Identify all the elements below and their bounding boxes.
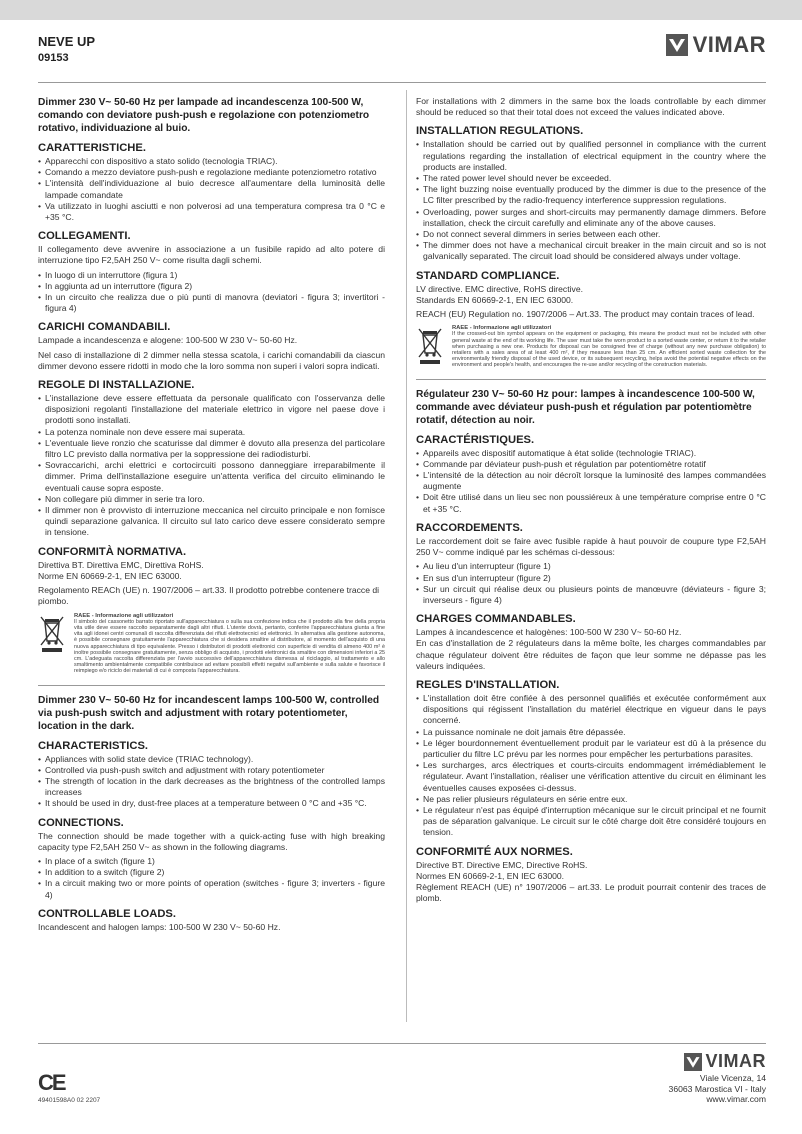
en-raee-content xyxy=(452,325,766,368)
list-item: • Le léger bourdonnement éventuellement produit par le variateur est dû à la présence du particulier du filtre LC prévu par les normes pour empêcher les perturbations parasites. xyxy=(416,738,766,760)
en-raee-text: If the crossed-out bin symbol appears on the equipment or packaging, this means the product must not be included with other general waste at the end of its working life. The user must take the worn product to a sorted waste center, or return it to the retailer when purchasing a new one. Products for disposal can be consigned free of charge (without any new purchase obligation) to retailers with a sales area of at least 400 m², if they measure less than 25 cm. An efficient sorted waste collection for the environmentally friendly disposal of the used device, or its subsequent recycling, helps avoid the potential negative effects on the environment and people's health, and encourages the re-use and/or recycling of the construction materials. xyxy=(452,331,766,369)
it-characteristics-heading: CARATTERISTICHE. xyxy=(38,142,146,154)
address-line-2: 36063 Marostica VI - Italy xyxy=(668,1083,766,1094)
en-compliance-1: LV directive. EMC directive, RoHS directive. xyxy=(416,283,583,294)
document-code: 49401598A0 02 2207 xyxy=(38,1097,101,1104)
en-compliance-3: REACH (EU) Regulation no. 1907/2006 – Art.33. The product may contain traces of lead. xyxy=(416,309,755,320)
list-item: • L'installazione deve essere effettuata da personale qualificato con l'osservanza delle disposizioni regolanti l'installazione del materiale elettrico in vigore nel paese dove i prodotti sono installati. xyxy=(38,393,385,427)
it-characteristics-list xyxy=(38,156,385,223)
it-compliance-heading: CONFORMITÀ NORMATIVA. xyxy=(38,545,187,558)
fr-lead: Régulateur 230 V~ 50-60 Hz pour: lampes à incandescence 100-500 W, commande avec déviateur push-push et régulation par potentiomètre rotatif, détection au noir. xyxy=(416,388,755,426)
list-item: • The light buzzing noise eventually produced by the dimmer is due to the presence of the LC filter prescribed by the radio-frequency interference suppression regulations. xyxy=(416,184,766,206)
fr-characteristics-heading: CARACTÉRISTIQUES. xyxy=(416,433,535,446)
it-compliance-3: Regolamento REACh (UE) n. 1907/2006 – art.33. Il prodotto potrebbe contenere tracce di piombo. xyxy=(38,585,380,607)
list-item: • The dimmer does not have a mechanical circuit breaker in the main circuit and so is not galvanically separated. The circuit load should be considered always under voltage. xyxy=(416,240,766,262)
list-item: • The strength of location in the dark decreases as the brightness of the controlled lamps increases xyxy=(38,776,385,798)
en-loads-text-2: For installations with 2 dimmers in the same box the loads controllable by each dimmer should be reduced so that their total does not exceed the values indicated above. xyxy=(416,96,766,118)
en-connections-text: The connection should be made together with a quick-acting fuse with high breaking capacity type F2,5AH 250 V~ as shown in the following diagrams. xyxy=(38,830,385,852)
company-address xyxy=(669,1073,766,1105)
footer-vimar-logo xyxy=(684,1051,767,1072)
en-raee-title: RAEE - Informazione agli utilizzatori xyxy=(452,325,552,332)
ce-mark-icon: CE xyxy=(38,1070,65,1095)
website-link[interactable]: www.vimar.com xyxy=(706,1094,766,1104)
it-connections-text: Il collegamento deve avvenire in associazione a un fusibile rapido ad alto potere di interruzione tipo F2,5AH 250 V~ come risulta dagli schemi. xyxy=(38,244,385,266)
column-divider xyxy=(406,90,407,1022)
en-compliance-heading: STANDARD COMPLIANCE. xyxy=(416,269,560,282)
vimar-mark-icon xyxy=(684,1053,702,1071)
fr-compliance-2: Normes EN 60669-2-1, EN IEC 63000. xyxy=(416,870,565,881)
product-code: 09153 xyxy=(38,52,69,64)
fr-compliance-1: Directive BT. Directive EMC, Directive RoHS. xyxy=(416,859,588,870)
fr-characteristics-list xyxy=(416,448,766,515)
list-item: • Au lieu d'un interrupteur (figure 1) xyxy=(416,561,766,572)
list-item: • Installation should be carried out by qualified personnel in compliance with the current regulations regarding the installation of electrical equipment in the country where the products are installed. xyxy=(416,139,766,173)
list-item: • Les surcharges, arcs électriques et courts-circuits endommagent irrémédiablement le régulateur. Avant l'installation, réaliser une vérification attentive du circuit en éliminant les éventuelles causes exposées ci-dessus. xyxy=(416,760,766,794)
list-item: • Comando a mezzo deviatore push-push e regolazione mediante potenziometro rotativo xyxy=(38,167,385,178)
list-item: • In place of a switch (figure 1) xyxy=(38,856,385,867)
footer-divider xyxy=(38,1043,766,1044)
list-item: • Le régulateur n'est pas équipé d'interruption mécanique sur le circuit principal et ne fournit pas de séparation galvanique. Le circuit sur le côté charge doit être considéré toujours en tension. xyxy=(416,805,766,839)
list-item: • La puissance nominale ne doit jamais être dépassée. xyxy=(416,727,766,738)
fr-installation-list xyxy=(416,693,766,839)
list-item: • L'intensità dell'individuazione al buio decresce all'aumentare della luminosità delle lampade comandate xyxy=(38,178,385,200)
list-item: • Sovraccarichi, archi elettrici e cortocircuiti possono danneggiare irreparabilmente il dimmer. Prima dell'installazione eseguire un'attenta verifica del circuito eliminando le eventuali cause sopra esposte. xyxy=(38,460,385,494)
fr-loads-heading: CHARGES COMMANDABLES. xyxy=(416,613,576,626)
list-item: • In a circuit making two or more points of operation (switches - figure 3; inverters - figure 4) xyxy=(38,878,385,900)
section-divider xyxy=(416,379,766,380)
fr-connections-text: Le raccordement doit se faire avec fusible rapide à haut pouvoir de coupure type F2,5AH 250 V~ comme indiqué par les schémas ci-dessous: xyxy=(416,535,766,558)
right-column xyxy=(416,96,766,907)
vimar-mark-icon xyxy=(666,34,688,56)
it-loads-text-1: Lampade a incandescenza e alogene: 100-500 W 230 V~ 50-60 Hz. xyxy=(38,335,298,346)
fr-connections-heading: RACCORDEMENTS. xyxy=(416,521,523,534)
fr-connections-list xyxy=(416,561,766,606)
en-compliance-2: Standards EN 60669-2-1, EN IEC 63000. xyxy=(416,294,574,305)
list-item: • Controlled via push-push switch and adjustment with rotary potentiometer xyxy=(38,765,385,776)
list-item: • Do not connect several dimmers in series between each other. xyxy=(416,229,766,240)
list-item: • La potenza nominale non deve essere mai superata. xyxy=(38,427,385,438)
crossed-bin-icon xyxy=(416,325,444,368)
header-divider xyxy=(38,82,766,83)
left-column xyxy=(38,96,385,936)
list-item: • L'eventuale lieve ronzio che scaturisse dal dimmer è dovuto alla presenza del particolare filtro LC previsto dalla normativa per la soppressione dei radiodisturbi. xyxy=(38,438,385,460)
list-item: • Appareils avec dispositif automatique à état solide (technologie TRIAC). xyxy=(416,448,766,459)
section-divider xyxy=(38,685,385,686)
footer-brand-name: VIMAR xyxy=(705,1051,766,1071)
fr-installation-heading: REGLES D'INSTALLATION. xyxy=(416,678,560,691)
it-raee-title: RAEE - Informazione agli utilizzatori xyxy=(74,612,174,619)
crossed-bin-icon xyxy=(38,613,66,675)
vimar-logo xyxy=(666,32,766,58)
en-installation-heading: INSTALLATION REGULATIONS. xyxy=(416,125,584,138)
list-item: • L'intensité de la détection au noir décroît lorsque la luminosité des lampes commandées augmente xyxy=(416,470,766,492)
ce-mark xyxy=(38,1070,65,1096)
list-item: • En sus d'un interrupteur (figure 2) xyxy=(416,573,766,584)
list-item: • Apparecchi con dispositivo a stato solido (tecnologia TRIAC). xyxy=(38,156,385,167)
it-lead: Dimmer 230 V~ 50-60 Hz per lampade ad incandescenza 100-500 W, comando con deviatore push-push e regolazione con potenziometro rotativo, individuazione al buio. xyxy=(38,97,370,134)
en-connections-list xyxy=(38,856,385,901)
fr-compliance-heading: CONFORMITÉ AUX NORMES. xyxy=(416,845,573,858)
it-connections-list xyxy=(38,270,385,315)
list-item: • Il dimmer non è provvisto di interruzione meccanica nel circuito principale e non fornisce quindi separazione galvanica. Il circuito sul lato carico deve essere considerato sempre in tensione. xyxy=(38,505,385,539)
en-characteristics-list xyxy=(38,754,385,810)
fr-loads-text-2: En cas d'installation de 2 régulateurs dans la même boîte, les charges commandables par chaque régulateur doivent être réduites de façon que leur somme ne dépasse pas les valeurs indiquées. xyxy=(416,638,766,671)
en-characteristics-heading: CHARACTERISTICS. xyxy=(38,739,149,752)
fr-loads-text-1: Lampes à incandescence et halogènes: 100-500 W 230 V~ 50-60 Hz. xyxy=(416,627,682,638)
en-raee-box xyxy=(416,325,766,368)
list-item: • In luogo di un interruttore (figura 1) xyxy=(38,270,385,281)
list-item: • L'installation doit être confiée à des personnel qualifiés et exécutée conformément aux dispositions qui régissent l'installation du matériel électrique en vigueur dans le pays concerné. xyxy=(416,693,766,727)
en-loads-heading: CONTROLLABLE LOADS. xyxy=(38,907,176,920)
list-item: • Sur un circuit qui réalise deux ou plusieurs points de manœuvre (déviateurs - figure 3; inverseurs - figure 4) xyxy=(416,584,766,606)
it-loads-heading: CARICHI COMANDABILI. xyxy=(38,321,171,334)
it-compliance-1: Direttiva BT. Direttiva EMC, Direttiva RoHS. xyxy=(38,559,204,570)
en-installation-list xyxy=(416,139,766,262)
address-line-1: Viale Vicenza, 14 xyxy=(699,1073,766,1083)
list-item: • The rated power level should never be exceeded. xyxy=(416,173,766,184)
it-installation-heading: REGOLE DI INSTALLAZIONE. xyxy=(38,379,195,392)
it-raee-content xyxy=(74,613,385,675)
brand-name: VIMAR xyxy=(692,32,766,57)
list-item: • Commande par déviateur push-push et régulation par potentiomètre rotatif xyxy=(416,459,766,470)
list-item: • Appliances with solid state device (TRIAC technology). xyxy=(38,754,385,765)
it-connections-heading: COLLEGAMENTI. xyxy=(38,230,131,243)
list-item: • In aggiunta ad un interruttore (figura 2) xyxy=(38,281,385,292)
list-item: • In un circuito che realizza due o più punti di manovra (deviatori - figura 3; invertitori - figura 4) xyxy=(38,292,385,314)
it-compliance-2: Norme EN 60669-2-1, EN IEC 63000. xyxy=(38,570,182,581)
list-item: • Non collegare più dimmer in serie tra loro. xyxy=(38,494,385,505)
fr-compliance-3: Règlement REACH (UE) n° 1907/2006 – art.33. Le produit pourrait contenir des traces de plomb. xyxy=(416,881,766,904)
it-raee-text: Il simbolo del cassonetto barrato riportato sull'apparecchiatura o sulla sua confezione indica che il prodotto alla fine della propria vita utile deve essere raccolto separatamente dagli altri rifiuti. L'utente dovrà, pertanto, conferire l'apparecchiatura giunta a fine vita agli idonei centri comunali di raccolta differenziata dei rifiuti elettrotecnici ed elettronici. In alternativa alla gestione autonoma, è possibile consegnare gratuitamente l'apparecchiatura che si desidera smaltire al distributore, al momento dell'acquisto di una nuova apparecchiatura di tipo equivalente. Presso i distributori di prodotti elettronici con superficie di vendita di almeno 400 m² è inoltre possibile consegnare gratuitamente, senza obbligo di acquisto, i prodotti elettronici da smaltire con dimensioni inferiori a 25 cm. L'adeguata raccolta differenziata per l'avvio successivo dell'apparecchiatura dismessa al riciclaggio, al trattamento e allo smaltimento ambientalmente compatibile contribuisce ad evitare possibili effetti negativi sull'ambiente e sulla salute e favorisce il reimpiego e/o riciclo dei materiali di cui è composta l'apparecchiatura. xyxy=(74,618,385,675)
list-item: • Doit être utilisé dans un lieu sec non poussiéreux à une température comprise entre 0 °C et +35 °C. xyxy=(416,492,766,514)
top-band xyxy=(0,0,802,20)
it-installation-list xyxy=(38,393,385,539)
product-name: NEVE UP xyxy=(38,34,96,49)
en-lead: Dimmer 230 V~ 50-60 Hz for incandescent lamps 100-500 W, controlled via push-push switch and adjustment with rotary potentiometer, location in the dark. xyxy=(38,694,380,732)
list-item: • Ne pas relier plusieurs régulateurs en série entre eux. xyxy=(416,794,766,805)
it-raee-box xyxy=(38,613,385,675)
it-loads-text-2: Nel caso di installazione di 2 dimmer nella stessa scatola, i carichi comandabili da ciascun dimmer devono essere ridotti in modo che la loro somma non superi i valori sopra indicati. xyxy=(38,349,385,371)
list-item: • It should be used in dry, dust-free places at a temperature between 0 °C and +35 °C. xyxy=(38,798,385,809)
list-item: • Va utilizzato in luoghi asciutti e non polverosi ad una temperatura compresa tra 0 °C e +35 °C. xyxy=(38,201,385,223)
en-loads-text-1: Incandescent and halogen lamps: 100-500 W 230 V~ 50-60 Hz. xyxy=(38,921,281,932)
list-item: • In addition to a switch (figure 2) xyxy=(38,867,385,878)
en-connections-heading: CONNECTIONS. xyxy=(38,816,124,829)
list-item: • Overloading, power surges and short-circuits may permanently damage dimmers. Before installation, check the circuit carefully and eliminate any of the above causes. xyxy=(416,207,766,229)
